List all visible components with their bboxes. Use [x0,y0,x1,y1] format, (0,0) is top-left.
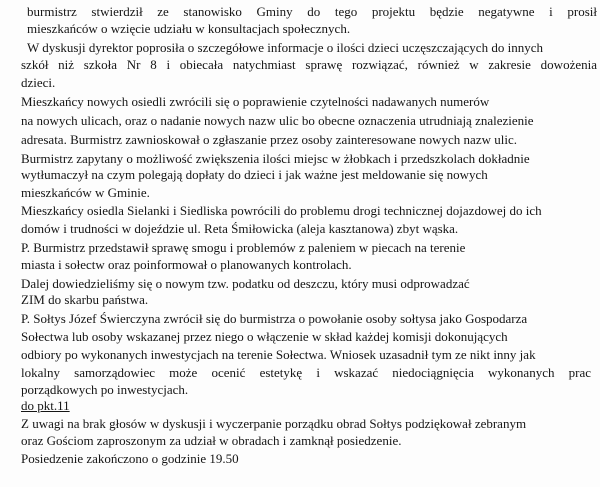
text-line: odbiory po wykonanych inwestycjach na terenie Sołectwa. Wniosek uzasadnił tym ze nikt inny jak [21,347,536,362]
text-line: W dyskusji dyrektor poprosiła o szczegółowe informacje o ilości dzieci uczęszczających do innych [27,40,543,55]
text-line: Mieszkańcy nowych osiedli zwrócili się o poprawienie czytelności nadawanych numerów [21,94,490,109]
text-line: adresata. Burmistrz zawnioskował o zgłaszanie przez osoby zainteresowane nowych nazw ulic. [21,132,517,147]
text-line: P. Burmistrz przedstawił sprawę smogu i problemów z paleniem w piecach na terenie [21,240,466,255]
text-line: Z uwagi na brak głosów w dyskusji i wyczerpanie porządku obrad Sołtys podziękował zebranym [21,416,527,431]
text-line: wytłumaczył na czym polegają dopłaty do dzieci i jak ważne jest meldowanie się nowych [21,167,488,182]
text-line: oraz Gościom zaproszonym za udział w obradach i zamknął posiedzenie. [21,433,402,448]
text-line: szkół niż szkoła Nr 8 i obiecała natychmiast sprawę rozwiązać, również w zakresie dowożenia [21,57,597,72]
text-line: Posiedzenie zakończono o godzinie 19.50 [21,451,239,466]
text-line: Mieszkańcy osiedla Sielanki i Siedliska powrócili do problemu drogi technicznej dojazdowej do ich [21,203,542,218]
text-line: burmistrz stwierdził ze stanowisko Gminy do tego projektu będzie negatywne i prosił [27,4,597,19]
text-line: porządkowych po inwestycjach. [21,382,189,397]
text-line: dzieci. [21,75,56,90]
text-line: Sołectwa lub osoby wskazanej przez niego o włączenie w skład każdej komisji dokonujących [21,329,508,344]
text-line: na nowych ulicach, oraz o nadanie nowych nazw ulic bo obecne oznaczenia utrudniają znalezienie [21,113,534,128]
text-line: domów i trudności w dojeździe ul. Reta Śmiłowicka (aleja kasztanowa) zbyt wąska. [21,221,459,236]
text-line: miasta i sołectw oraz poinformował o planowanych kontrolach. [21,257,352,272]
text-line: lokalny samorządowiec może ocenić estetykę i wskazać niedociągnięcia wykonanych prac [21,365,591,380]
text-line: P. Sołtys Józef Świerczyna zwrócił się do burmistrza o powołanie osoby sołtysa jako Gospodarza [21,311,528,326]
text-line: Dalej dowiedzieliśmy się o nowym tzw. podatku od deszczu, który musi odprowadzać [21,276,470,291]
section-heading: do pkt.11 [21,398,70,413]
text-line: ZIM do skarbu państwa. [21,292,149,307]
text-line: mieszkańców o wzięcie udziału w konsultacjach społecznych. [27,21,351,36]
text-line: mieszkańców w Gminie. [21,185,150,200]
text-line: Burmistrz zapytany o możliwość zwiększenia ilości miejsc w żłobkach i przedszkolach dokładnie [21,151,530,166]
